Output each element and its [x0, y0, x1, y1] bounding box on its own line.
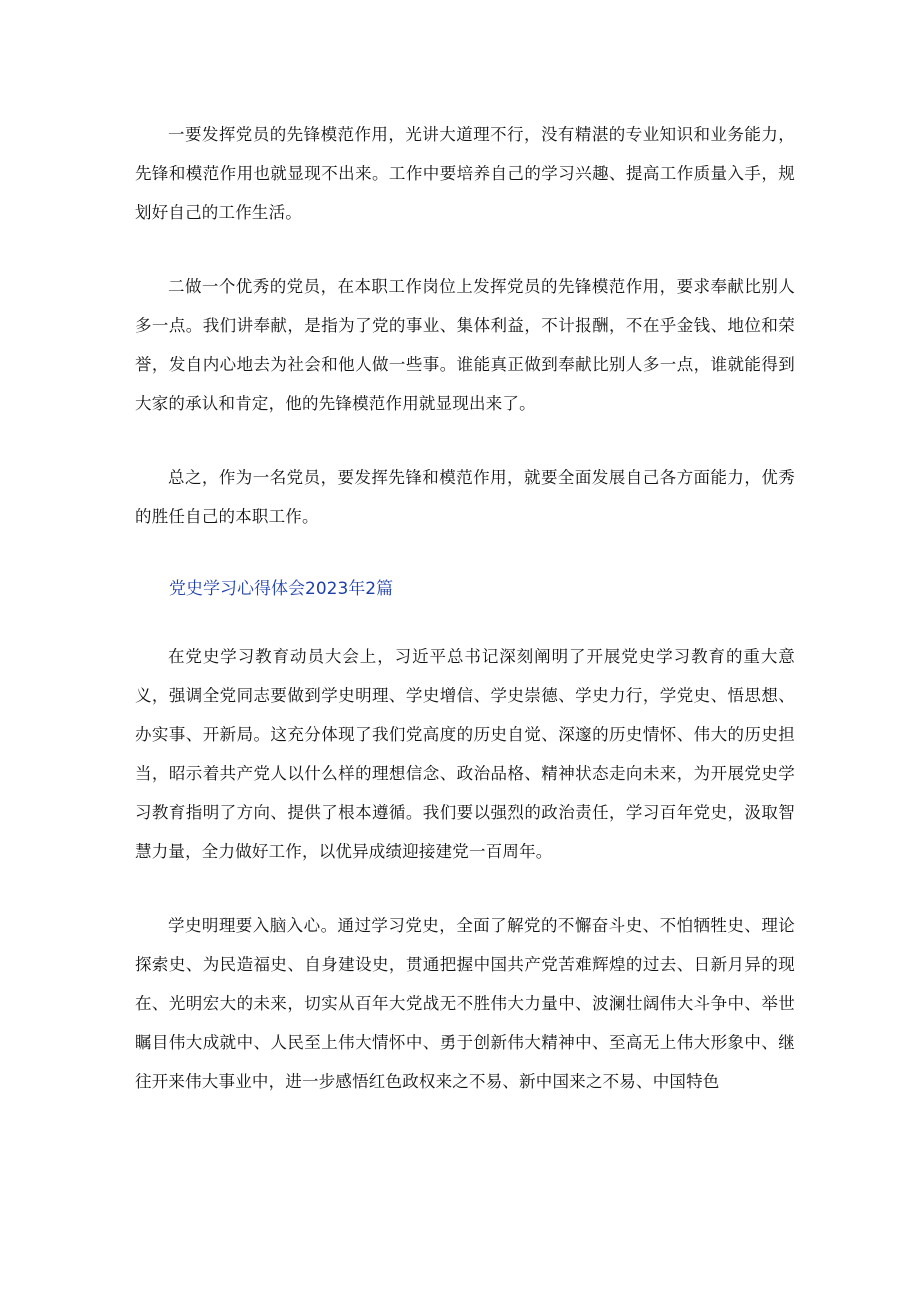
paragraph-4: 在党史学习教育动员大会上，习近平总书记深刻阐明了开展党史学习教育的重大意义，强调全党同志要做到学史明理、学史增信、学史崇德、学史力行，学党史、悟思想、办实事、开新局。这充分体现了我们党高度的历史自觉、深邃的历史情怀、伟大的历史担当，昭示着共产党人以什么样的理想信念、政治品格、精神状态走向未来，为开展党史学习教育指明了方向、提供了根本遵循。我们要以强烈的政治责任，学习百年党史，汲取智慧力量，全力做好工作，以优异成绩迎接建党一百周年。: [135, 647, 795, 861]
paragraph-1: 一要发挥党员的先锋模范作用，光讲大道理不行，没有精湛的专业知识和业务能力，先锋和模范作用也就显现不出来。工作中要培养自己的学习兴趣、提高工作质量入手，规划好自己的工作生活。: [135, 125, 795, 222]
paragraph-2: 二做一个优秀的党员，在本职工作岗位上发挥党员的先锋模范作用，要求奉献比别人多一点。我们讲奉献，是指为了党的事业、集体利益，不计报酬，不在乎金钱、地位和荣誉，发自内心地去为社会和他人做一些事。谁能真正做到奉献比别人多一点，谁就能得到大家的承认和肯定，他的先锋模范作用就显现出来了。: [135, 277, 795, 413]
paragraph-5: 学史明理要入脑入心。通过学习党史，全面了解党的不懈奋斗史、不怕牺牲史、理论探索史、为民造福史、自身建设史，贯通把握中国共产党苦难辉煌的过去、日新月异的现在、光明宏大的未来，切实从百年大党战无不胜伟大力量中、波澜壮阔伟大斗争中、举世瞩目伟大成就中、人民至上伟大情怀中、勇于创新伟大精神中、至高无上伟大形象中、继往开来伟大事业中，进一步感悟红色政权来之不易、新中国来之不易、中国特色: [135, 916, 795, 1091]
paragraph-3: 总之，作为一名党员，要发挥先锋和模范作用，就要全面发展自己各方面能力，优秀的胜任自己的本职工作。: [135, 468, 795, 526]
document-body: [135, 115, 795, 1136]
section-heading: 党史学习心得体会2023年2篇: [169, 579, 394, 599]
